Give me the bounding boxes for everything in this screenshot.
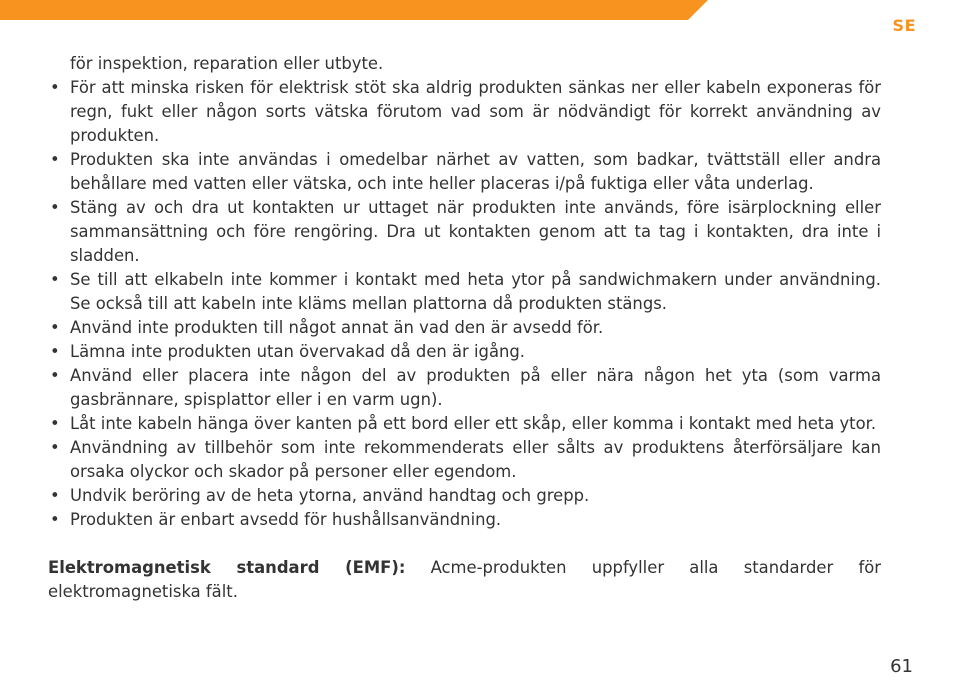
list-item-text: Användning av tillbehör som inte rekommenderats eller sålts av produktens återförsäljare kan orsaka olyckor och skador på personer eller egendom. xyxy=(70,438,881,481)
continuation-text: för inspektion, reparation eller utbyte. xyxy=(70,54,384,73)
bullet-icon: • xyxy=(50,198,60,217)
bullet-icon: • xyxy=(50,270,60,289)
list-item-text: Undvik beröring av de heta ytorna, använd handtag och grepp. xyxy=(70,486,590,505)
bullet-icon: • xyxy=(50,318,60,337)
list-item xyxy=(48,484,881,508)
safety-instructions-list xyxy=(48,76,881,532)
bullet-icon: • xyxy=(50,486,60,505)
list-item-text: Använd inte produkten till något annat än vad den är avsedd för. xyxy=(70,318,604,337)
list-item-text: Produkten ska inte användas i omedelbar närhet av vatten, som badkar, tvättställ eller andra behållare med vatten eller vätska, och inte heller placeras i/på fuktiga eller våta underlag. xyxy=(70,150,881,193)
list-item-text: Använd eller placera inte någon del av produkten på eller nära någon het yta (som varma gasbrännare, spisplattor eller i en varm ugn). xyxy=(70,366,881,409)
list-item-text: Lämna inte produkten utan övervakad då den är igång. xyxy=(70,342,526,361)
header-accent-band xyxy=(0,0,708,20)
list-item xyxy=(48,316,881,340)
list-item xyxy=(48,148,881,196)
emf-label: Elektromagnetisk standard (EMF): xyxy=(48,558,406,577)
list-item xyxy=(48,340,881,364)
list-item xyxy=(48,508,881,532)
list-item-text: Stäng av och dra ut kontakten ur uttaget när produkten inte används, före isärplockning eller sammansättning och före rengöring. Dra ut kontakten genom att ta tag i kontakten, dra inte i sladden. xyxy=(70,198,881,265)
language-code: SE xyxy=(892,16,916,35)
bullet-icon: • xyxy=(50,78,60,97)
list-item xyxy=(48,196,881,268)
list-item xyxy=(48,364,881,412)
list-item xyxy=(48,436,881,484)
bullet-icon: • xyxy=(50,510,60,529)
list-item-text: För att minska risken för elektrisk stöt ska aldrig produkten sänkas ner eller kabeln exponeras för regn, fukt eller någon sorts vätska förutom vad som är nödvändigt för korrekt användning av produkten. xyxy=(70,78,881,145)
emf-paragraph xyxy=(48,556,881,604)
list-item-text: Se till att elkabeln inte kommer i kontakt med heta ytor på sandwichmakern under användning. Se också till att kabeln inte kläms mellan plattorna då produkten stängs. xyxy=(70,270,881,313)
list-item xyxy=(48,76,881,148)
bullet-icon: • xyxy=(50,366,60,385)
bullet-icon: • xyxy=(50,150,60,169)
page-number: 61 xyxy=(890,656,913,677)
list-item-text: Produkten är enbart avsedd för hushållsanvändning. xyxy=(70,510,502,529)
list-item xyxy=(48,268,881,316)
list-item-text: Låt inte kabeln hänga över kanten på ett bord eller ett skåp, eller komma i kontakt med heta ytor. xyxy=(70,414,877,433)
emf-text: Acme-produkten uppfyller alla standarder för elektromagnetiska fält. xyxy=(48,558,881,601)
bullet-icon: • xyxy=(50,414,60,433)
bullet-icon: • xyxy=(50,342,60,361)
bullet-icon: • xyxy=(50,438,60,457)
list-item xyxy=(48,412,881,436)
document-body xyxy=(48,52,881,620)
